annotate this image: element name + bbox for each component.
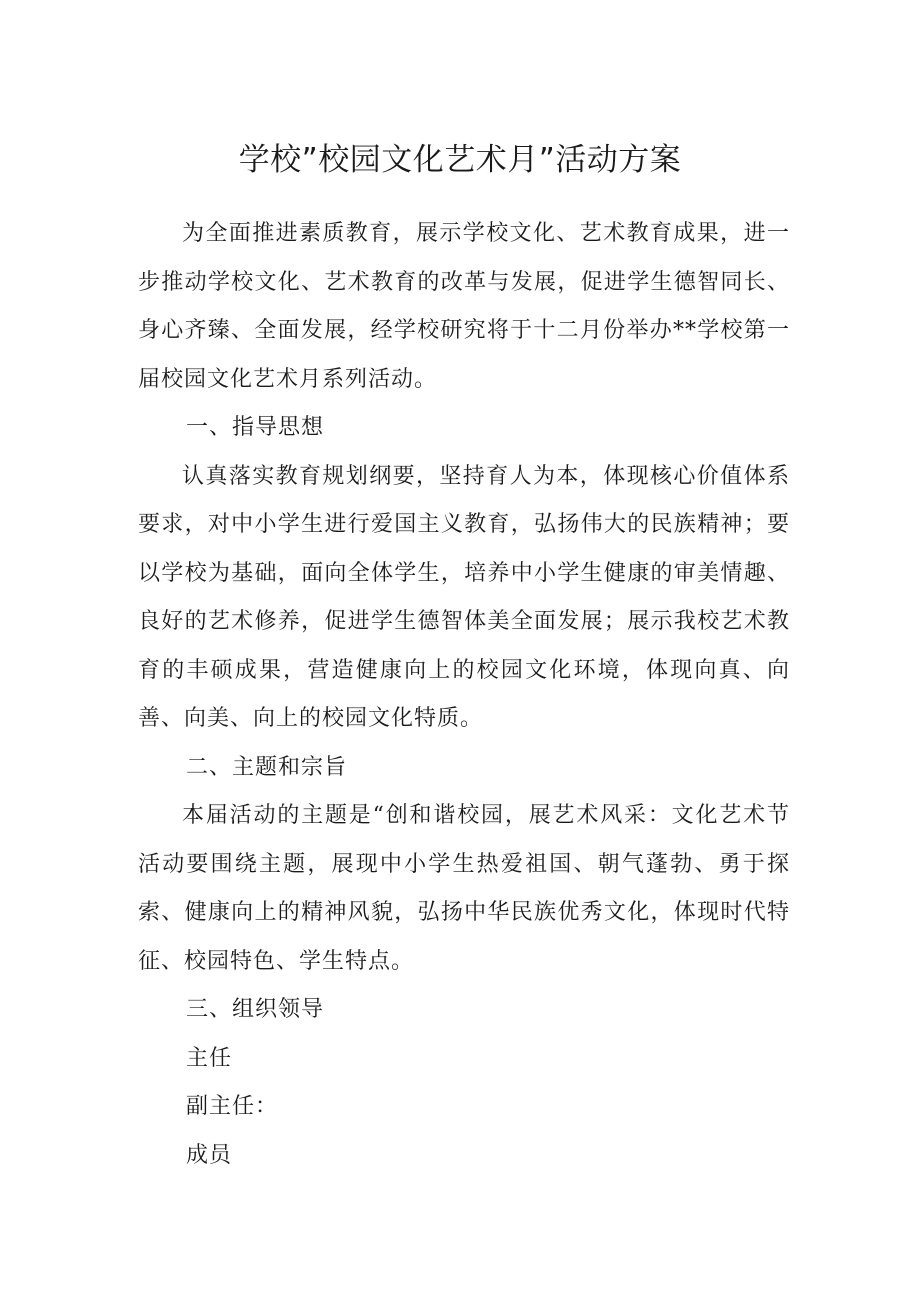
org-line-members: 成员 bbox=[186, 1142, 233, 1168]
org-line-director: 主任 bbox=[186, 1045, 233, 1071]
intro-paragraph: 为全面推进素质教育，展示学校文化、艺术教育成果，进一步推动学校文化、艺术教育的改革与发展，促进学生德智同长、身心齐臻、全面发展，经学校研究将于十二月份举办**学校第一届校园文化艺术月系列活动。 bbox=[138, 221, 790, 392]
section-heading-guiding-ideology: 一、指导思想 bbox=[186, 415, 325, 440]
document-body bbox=[138, 210, 790, 1180]
section-heading-organization: 三、组织领导 bbox=[186, 997, 325, 1022]
section-paragraph-guiding-ideology: 认真落实教育规划纲要，坚持育人为本，体现核心价值体系要求，对中小学生进行爱国主义教育，弘扬伟大的民族精神；要以学校为基础，面向全体学生，培养中小学生健康的审美情趣、良好的艺术修养，促进学生德智体美全面发展；展示我校艺术教育的丰硕成果，营造健康向上的校园文化环境，体现向真、向善、向美、向上的校园文化特质。 bbox=[138, 463, 790, 731]
document-title: 学校”校园文化艺术月”活动方案 bbox=[238, 142, 682, 178]
org-line-deputy-director: 副主任： bbox=[186, 1094, 279, 1119]
section-paragraph-theme-purpose: 本届活动的主题是“创和谐校园，展艺术风采：文化艺术节活动要围绕主题，展现中小学生热爱祖国、朝气蓬勃、勇于探索、健康向上的精神风貌，弘扬中华民族优秀文化，体现时代特征、校园特色、学生特点。 bbox=[138, 803, 790, 974]
section-heading-theme-purpose: 二、主题和宗旨 bbox=[186, 754, 348, 780]
